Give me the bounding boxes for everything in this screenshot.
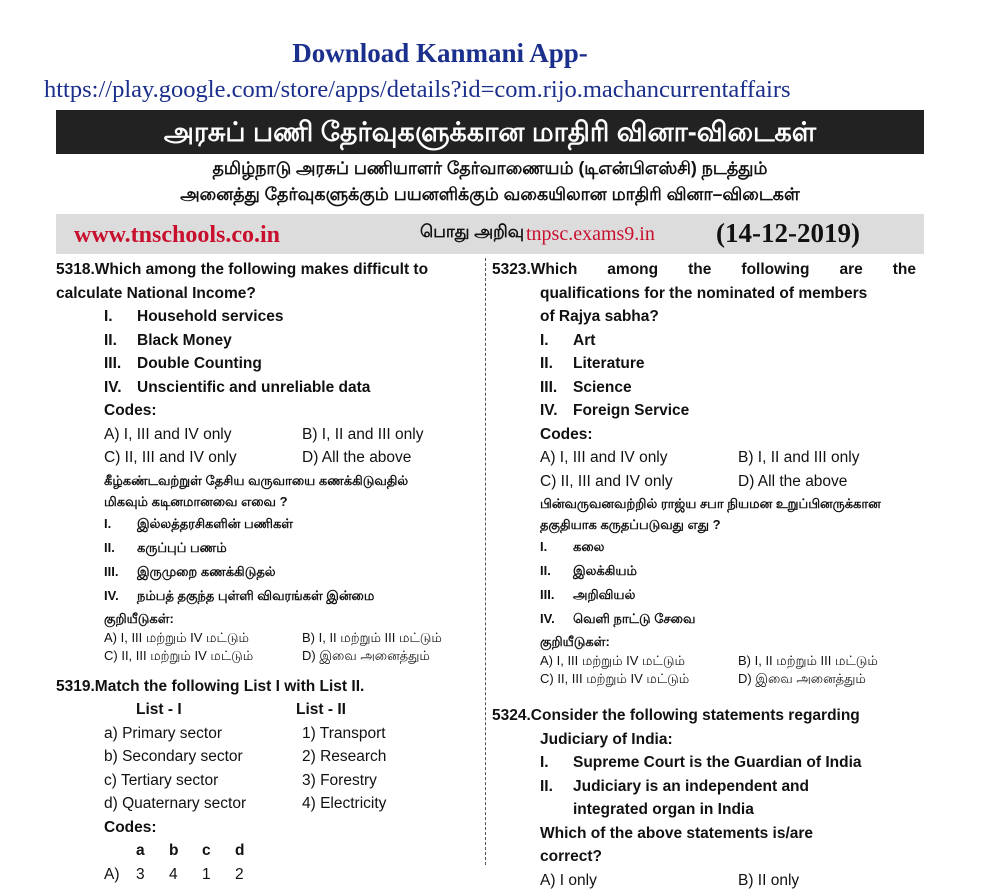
- option-row: C) II, III and IV only D) All the above: [492, 470, 916, 494]
- option-row: C) II, III மற்றும் IV மட்டும் D) இவை அனைத்தும்: [492, 670, 916, 688]
- list-item: III. அறிவியல்: [492, 583, 916, 607]
- site-link-exams9[interactable]: tnpsc.exams9.in: [526, 223, 655, 246]
- option-row: A) 3 4 1 2: [56, 863, 484, 887]
- question-5319: 5319.Match the following List I with List II.: [56, 675, 484, 699]
- question-5323: 5323.Which among the following are the qualifications for the nominated of members of Rajya sabha?: [492, 258, 916, 329]
- list-item: I. இல்லத்தரசிகளின் பணிகள்: [56, 512, 484, 536]
- list-item: IV. Unscientific and unreliable data: [56, 376, 484, 400]
- column-divider: [485, 258, 486, 865]
- banner-subtitle-1: தமிழ்நாடு அரசுப் பணியாளர் தேர்வாணையம் (டிஎன்பிஎஸ்சி) நடத்தும்: [56, 158, 924, 181]
- list-item: II. Literature: [492, 352, 916, 376]
- question-prompt: Which of the above statements is/are correct?: [492, 822, 916, 869]
- left-column: [56, 258, 484, 886]
- tamil-question: கீழ்கண்டவற்றுள் தேசிய வருவாயை கணக்கிடுவதில் மிகவும் கடினமானவை எவை ?: [56, 470, 484, 512]
- codes-label: Codes:: [56, 399, 484, 423]
- codes-label: Codes:: [492, 423, 916, 447]
- banner-subtitle-2: அனைத்து தேர்வுகளுக்கும் பயனளிக்கும் வகையிலான மாதிரி வினா–விடைகள்: [56, 184, 924, 207]
- code-header: a b c d: [56, 839, 484, 863]
- option-row: A) I, III மற்றும் IV மட்டும் B) I, II மற்றும் III மட்டும்: [492, 652, 916, 670]
- site-link-tnschools[interactable]: www.tnschools.co.in: [74, 222, 280, 249]
- list-item: I. Art: [492, 329, 916, 353]
- match-row: b) Secondary sector 2) Research: [56, 745, 484, 769]
- exam-date: (14-12-2019): [716, 218, 860, 249]
- list-item: II. கருப்புப் பணம்: [56, 536, 484, 560]
- list-item: I. Household services: [56, 305, 484, 329]
- option-row: C) II, III and IV only D) All the above: [56, 446, 484, 470]
- list-item: II. Judiciary is an independent and: [492, 775, 916, 799]
- list-item: I. கலை: [492, 535, 916, 559]
- list-item: IV. நம்பத் தகுந்த புள்ளி விவரங்கள் இன்மை: [56, 584, 484, 608]
- codes-label: குறியீடுகள்:: [56, 608, 484, 629]
- list-item: II. Black Money: [56, 329, 484, 353]
- list-item: II. இலக்கியம்: [492, 559, 916, 583]
- codes-label: குறியீடுகள்:: [492, 631, 916, 652]
- list-item: IV. Foreign Service: [492, 399, 916, 423]
- question-5318: 5318.Which among the following makes difficult to calculate National Income?: [56, 258, 484, 305]
- option-row: A) I, III and IV only B) I, II and III only: [492, 446, 916, 470]
- promo-url[interactable]: https://play.google.com/store/apps/details?id=com.rijo.machancurrentaffairs: [44, 76, 791, 104]
- list-item: III. Double Counting: [56, 352, 484, 376]
- list-item: III. Science: [492, 376, 916, 400]
- codes-label: Codes:: [56, 816, 484, 840]
- match-row: d) Quaternary sector 4) Electricity: [56, 792, 484, 816]
- match-header: List - I List - II: [56, 698, 484, 722]
- option-row: C) II, III மற்றும் IV மட்டும் D) இவை அனைத்தும்: [56, 647, 484, 665]
- promo-title: Download Kanmani App-: [0, 38, 880, 69]
- list-item: IV. வெளி நாட்டு சேவை: [492, 607, 916, 631]
- banner-title: அரசுப் பணி தேர்வுகளுக்கான மாதிரி வினா-விடைகள்: [56, 110, 924, 154]
- list-item-continuation: integrated organ in India: [492, 798, 916, 822]
- tamil-question: பின்வருவனவற்றில் ராஜ்ய சபா நியமன உறுப்பினருக்கான தகுதியாக கருதப்படுவது எது ?: [492, 493, 916, 535]
- list-item: III. இருமுறை கணக்கிடுதல்: [56, 560, 484, 584]
- option-row: A) I, III மற்றும் IV மட்டும் B) I, II மற்றும் III மட்டும்: [56, 629, 484, 647]
- subject-label: பொது அறிவு: [420, 222, 524, 244]
- option-row: A) I, III and IV only B) I, II and III only: [56, 423, 484, 447]
- list-item: I. Supreme Court is the Guardian of India: [492, 751, 916, 775]
- match-row: c) Tertiary sector 3) Forestry: [56, 769, 484, 793]
- match-row: a) Primary sector 1) Transport: [56, 722, 484, 746]
- right-column: [492, 258, 916, 892]
- option-row: A) I only B) II only: [492, 869, 916, 892]
- question-5324: 5324.Consider the following statements regarding Judiciary of India:: [492, 704, 916, 751]
